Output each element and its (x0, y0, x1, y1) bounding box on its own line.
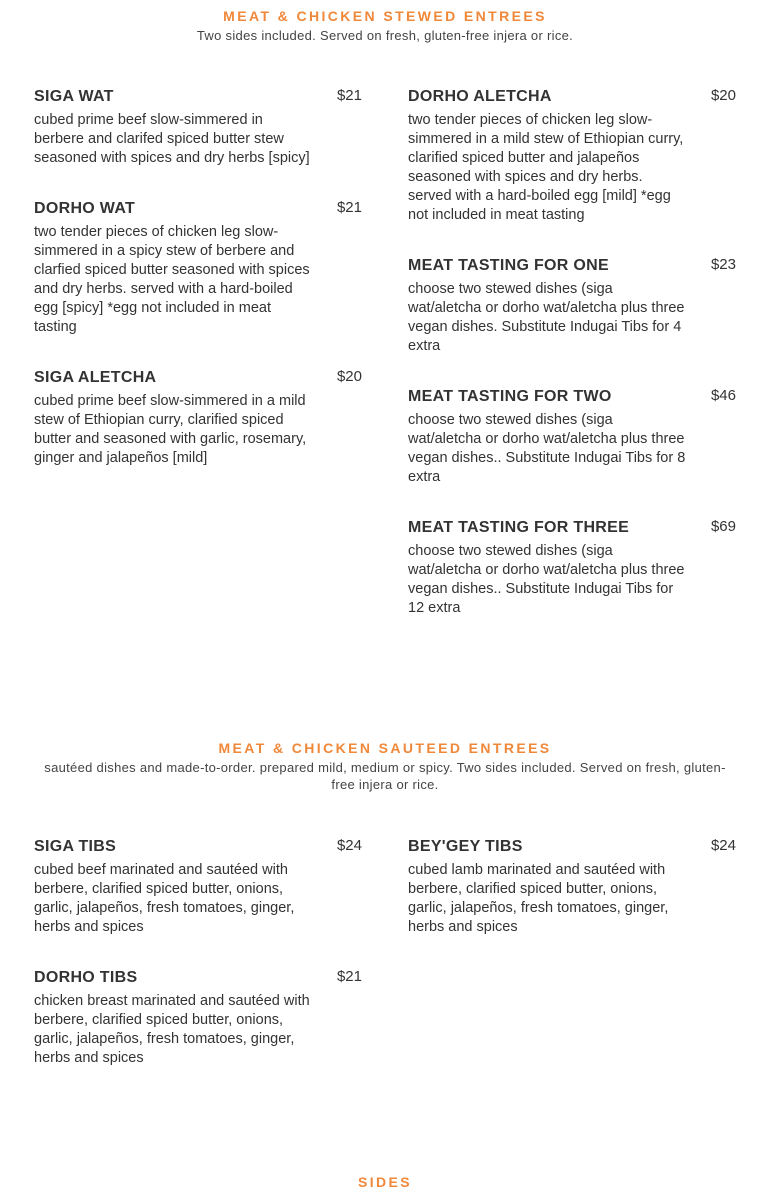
menu-item (34, 367, 364, 468)
menu-item (34, 198, 364, 337)
menu-item-name: DORHO ALETCHA (408, 88, 552, 105)
menu-item-name: BEY'GEY TIBS (408, 838, 523, 855)
menu-item-price: $46 (710, 387, 736, 404)
stewed-left-column (34, 86, 364, 498)
sides-section (0, 1173, 770, 1191)
stewed-section (0, 7, 770, 44)
menu-item-name: DORHO TIBS (34, 969, 138, 986)
menu-item-description: choose two stewed dishes (siga wat/aletcha or dorho wat/aletcha plus three vegan dishes.. Substitute Indugai Tibs for 12 extra (408, 543, 685, 616)
menu-item-name: MEAT TASTING FOR ONE (408, 257, 609, 274)
menu-item-description: cubed prime beef slow-simmered in berbere and clarifed spiced butter stew seasoned with spices and dry herbs [spicy] (34, 112, 310, 166)
menu-item (408, 86, 738, 225)
menu-item-price: $20 (336, 368, 362, 385)
menu-item-name: DORHO WAT (34, 200, 136, 217)
sauteed-section-title: MEAT & CHICKEN SAUTEED ENTREES (218, 740, 552, 756)
menu-item-name: MEAT TASTING FOR THREE (408, 519, 630, 536)
stewed-section-title: MEAT & CHICKEN STEWED ENTREES (223, 8, 547, 24)
menu-item-description: cubed prime beef slow-simmered in a mild stew of Ethiopian curry, clarified spiced butter and seasoned with garlic, rosemary, ginger and jalapeños [mild] (34, 393, 307, 466)
menu-item-price: $69 (710, 518, 736, 535)
sides-section-title: SIDES (357, 1174, 412, 1190)
stewed-section-subtitle: Two sides included. Served on fresh, gluten-free injera or rice. (196, 28, 574, 43)
sauteed-right-column (408, 836, 738, 967)
sauteed-left-column (34, 836, 364, 1098)
menu-item (34, 86, 364, 168)
menu-item-price: $24 (710, 837, 736, 854)
sauteed-section-subtitle: sautéed dishes and made-to-order. prepared mild, medium or spicy. Two sides included. Served on fresh, gluten-free injera or rice. (44, 760, 726, 792)
menu-item (408, 386, 738, 487)
menu-item (408, 255, 738, 356)
menu-item-price: $21 (336, 968, 362, 985)
menu-item (34, 836, 364, 937)
menu-item (408, 517, 738, 618)
menu-item (408, 836, 738, 937)
menu-item-description: two tender pieces of chicken leg slow-simmered in a spicy stew of berbere and clarfied spiced butter seasoned with spices and dry herbs. served with a hard-boiled egg [spicy] *egg not included in meat tasting (34, 224, 310, 335)
menu-item-description: cubed beef marinated and sautéed with berbere, clarified spiced butter, onions, garlic, jalapeños, fresh tomatoes, ginger, herbs and spices (34, 862, 295, 935)
menu-item-price: $20 (710, 87, 736, 104)
menu-item-price: $24 (336, 837, 362, 854)
menu-item-price: $21 (336, 199, 362, 216)
menu-item-name: SIGA ALETCHA (34, 369, 157, 386)
sauteed-section (0, 739, 770, 793)
menu-item-description: two tender pieces of chicken leg slow-simmered in a mild stew of Ethiopian curry, clarified spiced butter and jalapeños seasoned with spices and dry herbs. served with a hard-boiled egg [mild] *egg not included in meat tasting (408, 112, 684, 223)
stewed-right-column (408, 86, 738, 648)
menu-item-description: choose two stewed dishes (siga wat/aletcha or dorho wat/aletcha plus three vegan dishes.. Substitute Indugai Tibs for 8 extra (408, 412, 686, 485)
menu-item-description: cubed lamb marinated and sautéed with berbere, clarified spiced butter, onions, garlic, jalapeños, fresh tomatoes, ginger, herbs and spices (408, 862, 669, 935)
menu-item-description: choose two stewed dishes (siga wat/aletcha or dorho wat/aletcha plus three vegan dishes. Substitute Indugai Tibs for 4 extra (408, 281, 685, 354)
menu-item (34, 967, 364, 1068)
menu-item-name: SIGA WAT (34, 88, 114, 105)
menu-item-name: SIGA TIBS (34, 838, 117, 855)
menu-item-description: chicken breast marinated and sautéed with berbere, clarified spiced butter, onions, garlic, jalapeños, fresh tomatoes, ginger, herbs and spices (34, 993, 310, 1066)
menu-item-price: $23 (710, 256, 736, 273)
menu-item-name: MEAT TASTING FOR TWO (408, 388, 612, 405)
menu-item-price: $21 (336, 87, 362, 104)
